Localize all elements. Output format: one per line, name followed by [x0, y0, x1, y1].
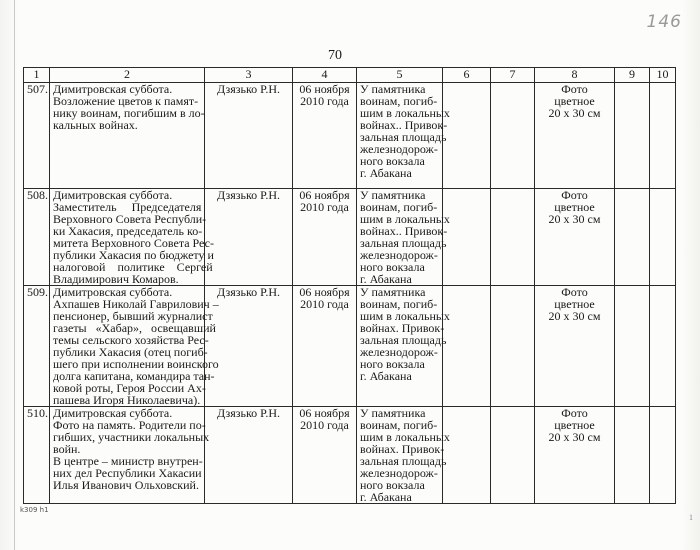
record-description-line: Димитровская суббота. [53, 188, 173, 202]
record-place-line: шим в локальных [360, 309, 450, 323]
record-place-line: железнодорож- [360, 142, 438, 156]
record-number [24, 83, 50, 189]
record-date-line: 06 ноября [299, 406, 350, 420]
table-row [24, 407, 676, 504]
column-header: 4 [293, 68, 357, 83]
record-description-line: шего при исполнении воинского [53, 357, 219, 371]
empty-cell [491, 83, 535, 189]
record-place-line: ного вокзала [360, 154, 425, 168]
record-place-line: ного вокзала [360, 260, 425, 274]
record-place [357, 188, 450, 286]
record-date-line: 2010 года [300, 297, 349, 311]
record-description-line: войн. [53, 442, 81, 456]
record-description-line: кальных войнах. [53, 118, 138, 132]
record-number [24, 286, 50, 407]
record-place-line: г. Абакана [360, 369, 412, 383]
record-description-line: Димитровская суббота. [53, 406, 173, 420]
empty-cell [491, 286, 535, 407]
record-date [293, 189, 357, 286]
record-description-line: Фото на память. Родители по- [53, 418, 206, 432]
record-description-line: Заместитель Председателя [53, 200, 202, 214]
empty-cell [615, 286, 650, 407]
footer-left-mark: k309 h1 [20, 506, 49, 514]
record-description-line: налоговой политике Сергей [53, 260, 213, 274]
record-place-line: У памятника [360, 406, 426, 420]
record-date-line: 2010 года [300, 418, 349, 432]
registry-table [23, 67, 676, 504]
record-place-line: воинам, погиб- [360, 200, 438, 214]
record-place-line: зальная площадь [360, 454, 447, 468]
record-place-line: ного вокзала [360, 478, 425, 492]
record-place-line: войнах.. Привок- [360, 224, 448, 238]
record-description [50, 83, 205, 189]
column-header: 1 [24, 68, 50, 83]
column-header: 9 [615, 68, 650, 83]
record-number-text: 508. [27, 188, 48, 202]
record-description-line: Димитровская суббота. [53, 285, 173, 299]
record-description-line: Верховного Совета Республи- [53, 212, 207, 226]
record-date-line: 06 ноября [299, 285, 350, 299]
record-place-line: зальная площадь [360, 236, 447, 250]
record-date-line: 06 ноября [299, 82, 350, 96]
record-number-text: 509. [27, 285, 48, 299]
record-number [24, 407, 50, 504]
record-place-line: войнах.. Привок- [360, 118, 448, 132]
header-row [24, 68, 676, 83]
record-photo-format [535, 407, 615, 504]
record-description-line: темы сельского хозяйства Рес- [53, 333, 209, 347]
record-date-line: 2010 года [300, 200, 349, 214]
record-date-line: 2010 года [300, 94, 349, 108]
record-place-line: войнах. Привок- [360, 321, 445, 335]
record-author-text: Дзязько Р.Н. [216, 285, 281, 299]
record-photo-format [535, 189, 615, 286]
record-description-line: нику воинам, погибшим в ло- [53, 106, 205, 120]
archive-number: 146 [646, 12, 682, 32]
record-description-line: гибших, участники локальных [53, 430, 210, 444]
record-place-line: железнодорож- [360, 248, 438, 262]
record-place-line: зальная площадь [360, 333, 447, 347]
empty-cell [491, 407, 535, 504]
record-description-line: долга капитана, командира тан- [53, 369, 215, 383]
record-photo-format-line: Фото [561, 406, 588, 420]
footer-right-mark: 1 [689, 513, 693, 522]
empty-cell [615, 83, 650, 189]
record-number-text: 510. [27, 406, 48, 420]
record-description-line: Ахпашев Николай Гаврилович – [53, 297, 219, 311]
record-description-line: митета Верховного Совета Рес- [53, 236, 214, 250]
record-number-text: 507. [27, 82, 48, 96]
binding-edge [14, 0, 15, 550]
column-header: 8 [535, 68, 615, 83]
record-description-line: Возложение цветов к памят- [53, 94, 199, 108]
record-place-line: У памятника [360, 188, 426, 202]
record-description [50, 285, 219, 407]
record-date [293, 286, 357, 407]
table-row [24, 189, 676, 286]
table-body [24, 83, 676, 504]
empty-cell [443, 407, 491, 504]
record-author [205, 83, 293, 189]
record-photo-format-line: Фото [561, 188, 588, 202]
empty-cell [650, 189, 676, 286]
record-place [357, 82, 450, 189]
empty-cell [650, 286, 676, 407]
record-photo-format-line: цветное [554, 200, 595, 214]
column-header: 6 [443, 68, 491, 83]
column-header: 2 [50, 68, 205, 83]
record-photo-format-line: 20 х 30 см [548, 212, 601, 226]
record-place-line: шим в локальных [360, 212, 450, 226]
record-place-line: г. Абакана [360, 490, 412, 504]
empty-cell [650, 407, 676, 504]
empty-cell [443, 189, 491, 286]
column-header: 7 [491, 68, 535, 83]
record-place-line: воинам, погиб- [360, 297, 438, 311]
record-place-line: ного вокзала [360, 357, 425, 371]
column-header: 3 [205, 68, 293, 83]
column-header: 10 [650, 68, 676, 83]
record-author [205, 189, 293, 286]
record-description-line: публики Хакасия по бюджету и [53, 248, 214, 262]
record-place-line: г. Абакана [360, 272, 412, 286]
record-description-line: Илья Иванович Ольховский. [53, 478, 199, 492]
record-author-text: Дзязько Р.Н. [216, 406, 281, 420]
empty-cell [650, 83, 676, 189]
table-row [24, 286, 676, 407]
page-number: 70 [328, 48, 342, 63]
record-photo-format-line: Фото [561, 285, 588, 299]
record-photo-format-line: цветное [554, 297, 595, 311]
record-place-line: железнодорож- [360, 345, 438, 359]
column-header: 5 [357, 68, 443, 83]
record-number [24, 189, 50, 286]
record-photo-format [535, 83, 615, 189]
record-description [50, 188, 214, 286]
record-photo-format [535, 286, 615, 407]
record-description-line: ковой роты, Героя России Ах- [53, 381, 206, 395]
record-place-line: воинам, погиб- [360, 94, 438, 108]
record-place-line: железнодорож- [360, 466, 438, 480]
record-place [357, 285, 450, 407]
record-place-line: г. Абакана [360, 166, 412, 180]
record-place-line: шим в локальных [360, 106, 450, 120]
record-description-line: ки Хакасия, председатель ко- [53, 224, 203, 238]
record-place-line: У памятника [360, 285, 426, 299]
record-author [205, 407, 293, 504]
record-description-line: пашева Игоря Николаевича). [53, 393, 201, 407]
empty-cell [615, 189, 650, 286]
record-description-line: пенсионер, бывший журналист [53, 309, 213, 323]
record-photo-format-line: цветное [554, 418, 595, 432]
record-date [293, 407, 357, 504]
record-photo-format-line: 20 х 30 см [548, 309, 601, 323]
record-place-line: У памятника [360, 82, 426, 96]
empty-cell [443, 286, 491, 407]
record-photo-format-line: Фото [561, 82, 588, 96]
record-description-line: них дел Республики Хакасии [53, 466, 202, 480]
record-date [293, 83, 357, 189]
record-description-line: В центре – министр внутрен- [53, 454, 203, 468]
record-photo-format-line: 20 х 30 см [548, 430, 601, 444]
record-description-line: Димитровская суббота. [53, 82, 173, 96]
empty-cell [615, 407, 650, 504]
record-place-line: воинам, погиб- [360, 418, 438, 432]
record-description [50, 406, 210, 504]
record-place-line: шим в локальных [360, 430, 450, 444]
record-place [357, 406, 450, 504]
record-photo-format-line: 20 х 30 см [548, 106, 601, 120]
record-description-line: Владимирович Комаров. [53, 272, 179, 286]
record-author-text: Дзязько Р.Н. [216, 188, 281, 202]
empty-cell [443, 83, 491, 189]
record-date-line: 06 ноября [299, 188, 350, 202]
record-description-line: газеты «Хабар», освещавший [53, 321, 216, 335]
record-description-line: публики Хакасия (отец погиб- [53, 345, 208, 359]
record-place-line: войнах. Привок- [360, 442, 445, 456]
record-place-line: зальная площадь [360, 130, 447, 144]
table-row [24, 83, 676, 189]
record-photo-format-line: цветное [554, 94, 595, 108]
record-author-text: Дзязько Р.Н. [216, 82, 281, 96]
empty-cell [491, 189, 535, 286]
